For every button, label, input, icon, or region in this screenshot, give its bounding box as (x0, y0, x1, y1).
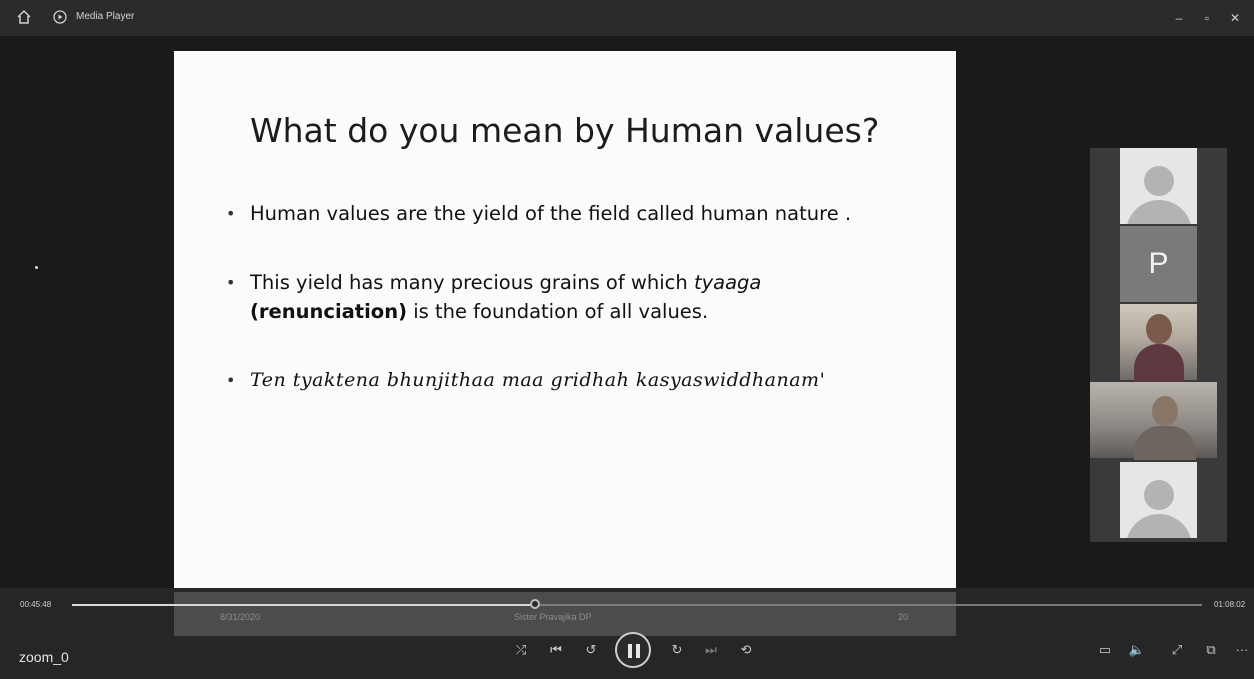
bullet-dot-icon: • (226, 204, 236, 223)
bullet-bold-term: (renunciation) (250, 300, 407, 323)
bullet-item (218, 199, 918, 228)
participant-face (1146, 314, 1172, 344)
title-bar (0, 0, 1254, 36)
file-name: zoom_0 (19, 649, 69, 665)
bullet-italic-term: tyaaga (693, 271, 762, 294)
slide-bullet-list (218, 199, 918, 395)
bullet-text-cont: is the foundation of all values. (407, 300, 709, 323)
elapsed-time: 00:45:48 (20, 600, 52, 609)
app-title: Media Player (76, 11, 135, 22)
bullet-text: Human values are the yield of the field called human nature . (250, 202, 852, 225)
subtitles-icon[interactable]: ▭ (1098, 642, 1112, 657)
slide-footer-page: 20 (898, 612, 909, 622)
participant-face (1152, 396, 1178, 426)
more-icon[interactable]: ··· (1235, 642, 1249, 657)
bullet-dot-icon: • (226, 273, 236, 292)
home-icon[interactable] (16, 9, 32, 25)
participant-tile-initial[interactable]: P (1120, 226, 1197, 302)
forward-30-icon[interactable]: ↻ (671, 642, 683, 657)
slide-footer (174, 592, 956, 636)
shuffle-icon[interactable]: ⤮ (515, 642, 527, 657)
slide-footer-presenter: Sister Pravajika DP (514, 612, 592, 622)
user-avatar-icon (1144, 166, 1174, 196)
mini-view-icon[interactable]: ⧉ (1206, 642, 1216, 657)
participants-panel (1090, 148, 1227, 542)
close-button[interactable]: ✕ (1229, 11, 1241, 25)
participant-video-tile[interactable] (1090, 382, 1217, 458)
slide-title: What do you mean by Human values? (250, 111, 880, 150)
seek-bar-progress (72, 604, 535, 606)
total-time: 01:08:02 (1214, 600, 1246, 609)
bullet-text: Ten tyaktena bhunjithaa maa gridhah kasyaswiddhanam' (250, 369, 826, 391)
bullet-item-sanskrit (218, 366, 918, 395)
video-artifact (35, 266, 38, 269)
participant-tile[interactable] (1120, 462, 1197, 538)
next-icon[interactable]: ⏭ (705, 642, 717, 657)
maximize-button[interactable]: ▫ (1204, 11, 1210, 25)
media-player-icon (53, 10, 67, 24)
participant-video-tile[interactable] (1120, 304, 1197, 380)
slide-footer-date: 8/31/2020 (220, 612, 261, 622)
presentation-slide (174, 51, 956, 641)
previous-icon[interactable]: ⏮ (550, 642, 562, 657)
minimize-button[interactable]: – (1175, 11, 1183, 25)
pause-icon[interactable] (615, 632, 651, 668)
bullet-text: This yield has many precious grains of which (250, 271, 694, 294)
bullet-item (218, 268, 918, 326)
seek-bar[interactable] (72, 604, 1202, 606)
participant-tile[interactable] (1120, 148, 1197, 224)
user-avatar-icon (1144, 480, 1174, 510)
repeat-icon[interactable]: ⟲ (740, 642, 752, 657)
rewind-10-icon[interactable]: ↺ (585, 642, 597, 657)
volume-icon[interactable]: 🔈 (1128, 642, 1146, 657)
bullet-dot-icon: • (226, 371, 236, 390)
fullscreen-icon[interactable]: ⤢ (1171, 642, 1183, 657)
